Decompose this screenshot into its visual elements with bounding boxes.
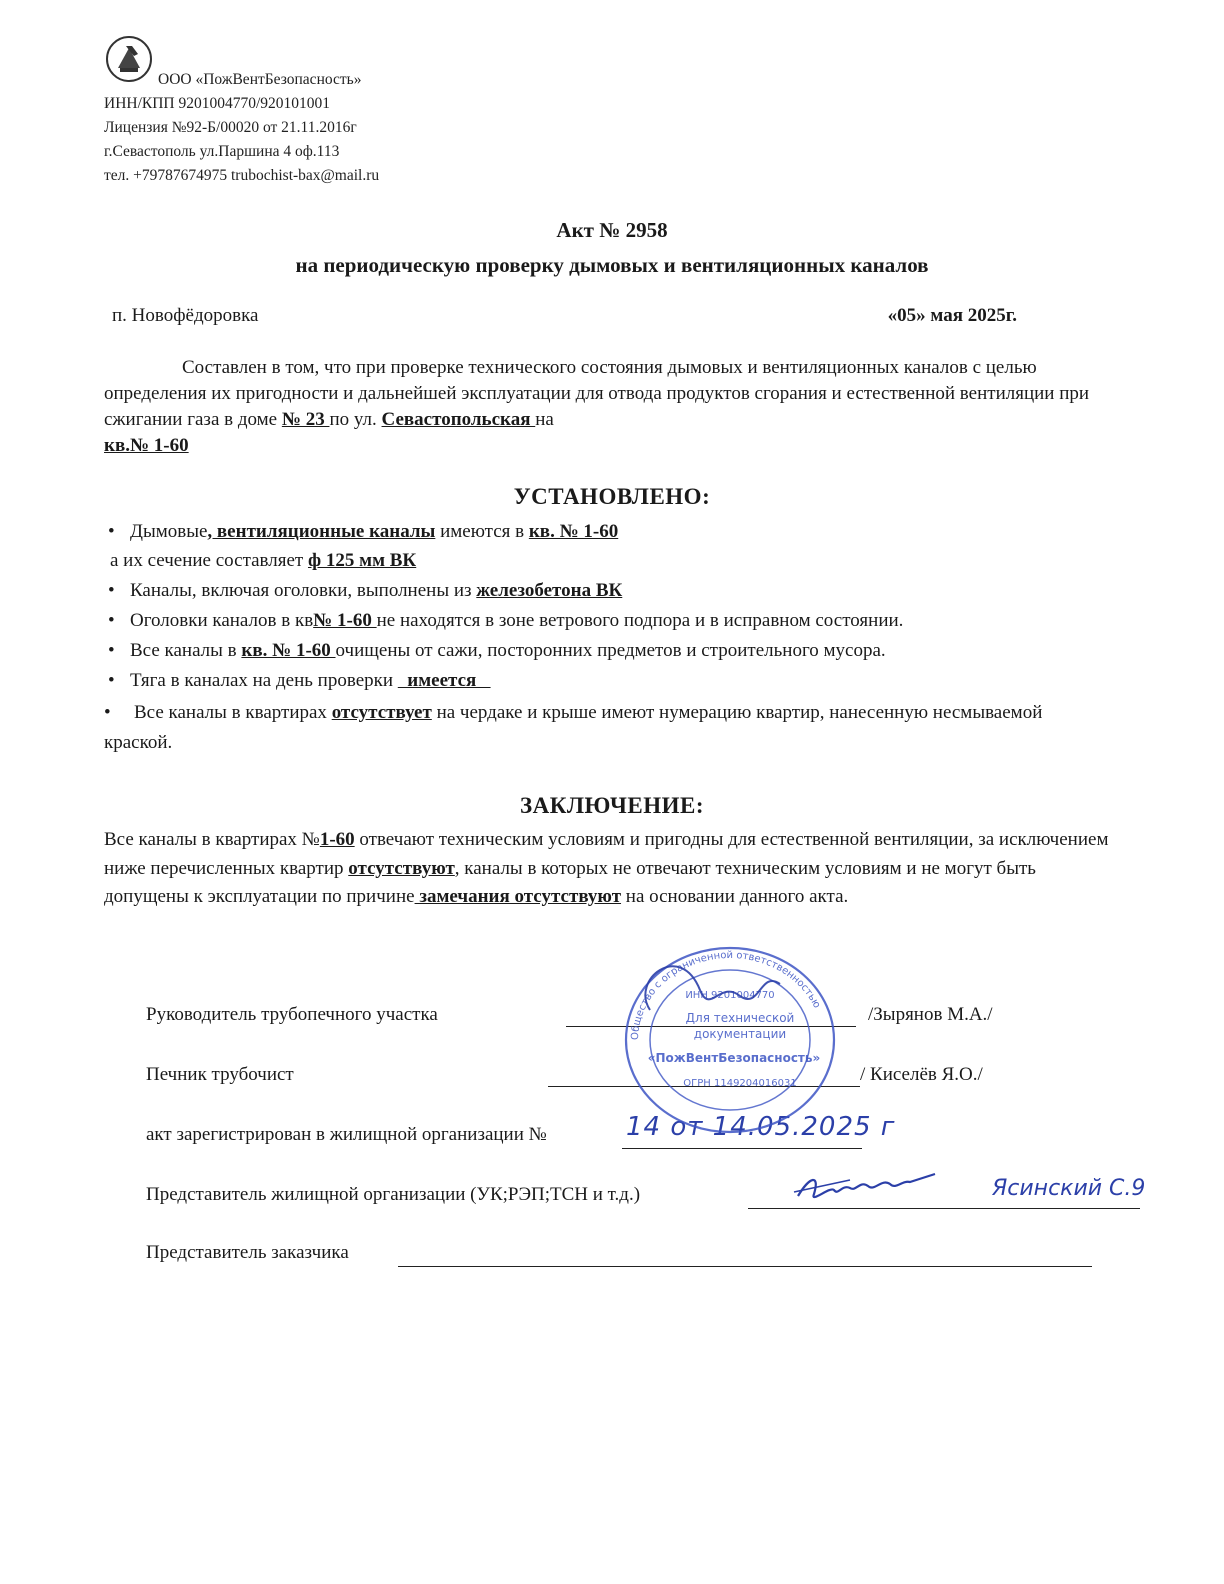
conclusion-heading: ЗАКЛЮЧЕНИЕ:	[519, 793, 705, 818]
intro-text-1: Составлен в том, что при проверке технического состояния дымовых и вентиляционных каналов с целью определения их пригодности и дальнейшей эксплуатации для отвода продуктов сгорания и естественной вентиляции при сжигании газа в доме	[104, 357, 1090, 430]
head-name: /Зырянов М.А./	[868, 1004, 993, 1025]
sweep-name: / Киселёв Я.О./	[860, 1064, 983, 1085]
act-number: Акт № 2958	[556, 218, 668, 242]
bullet-1-cont: а их сечение составляет ф 125 мм ВК	[110, 550, 417, 571]
svg-text:документации: документации	[693, 1027, 787, 1041]
company-inn: ИНН/КПП 9201004770/920101001	[104, 95, 331, 112]
company-license: Лицензия №92-Б/00020 от 21.11.2016г	[104, 119, 357, 136]
bullet-5: • Тяга в каналах на день проверки имеется	[108, 670, 491, 691]
svg-text:Для технической: Для технической	[685, 1011, 795, 1025]
housing-name: Ясинский С.9	[992, 1176, 1146, 1201]
registration-handwritten: 14 от 14.05.2025 г	[626, 1112, 896, 1142]
svg-text:ОГРН 1149204016031: ОГРН 1149204016031	[683, 1078, 797, 1089]
registration-line	[622, 1148, 862, 1149]
date: «05» мая 2025г.	[887, 305, 1017, 326]
housing-signature-icon	[790, 1166, 940, 1212]
head-label: Руководитель трубопечного участка	[146, 1004, 438, 1025]
intro-text-2: по ул.	[329, 409, 382, 430]
company-stamp-icon	[610, 940, 850, 1140]
company-header	[104, 30, 379, 188]
house-number: № 23	[281, 409, 330, 430]
company-name: ООО «ПожВентБезопасность»	[158, 71, 362, 88]
bullet-6: • Все каналы в квартирах отсутствует на чердаке и крыше имеют нумерацию квартир, нанесенную несмываемой краской.	[104, 702, 1043, 753]
conclusion-paragraph: Все каналы в квартирах №1-60 отвечают техническим условиям и пригодны для естественной вентиляции, за исключением ниже перечисленных квартир отсутствуют, каналы в которых не отвечают техническим условиям и не могут быть допущены к эксплуатации по причине замечания отсутствуют на основании данного акта.	[104, 829, 1109, 907]
customer-label: Представитель заказчика	[146, 1242, 349, 1263]
bullet-4: • Все каналы в кв. № 1-60 очищены от сажи, посторонних предметов и строительного мусора.	[108, 640, 886, 661]
intro-text-3: на	[535, 409, 554, 430]
bullet-1: • Дымовые, вентиляционные каналы имеются в кв. № 1-60	[108, 521, 619, 542]
bullet-2: • Каналы, включая оголовки, выполнены из железобетона ВК	[108, 580, 623, 601]
customer-signature-line	[398, 1266, 1092, 1267]
act-subtitle: на периодическую проверку дымовых и вентиляционных каналов	[295, 253, 929, 277]
registration-label: акт зарегистрирован в жилищной организации №	[146, 1124, 547, 1145]
apartments: кв.№ 1-60	[104, 435, 189, 456]
intro-paragraph	[104, 355, 1114, 459]
established-heading: УСТАНОВЛЕНО:	[513, 484, 711, 509]
housing-label: Представитель жилищной организации (УК;РЭП;ТСН и т.д.)	[146, 1184, 641, 1205]
place: п. Новофёдоровка	[112, 305, 259, 326]
company-logo-icon	[104, 34, 154, 84]
street-name: Севастопольская	[381, 409, 536, 430]
bullet-3: • Оголовки каналов в кв№ 1-60 не находятся в зоне ветрового подпора и в исправном состоянии.	[108, 610, 904, 631]
svg-text:ИНН 9201004770: ИНН 9201004770	[685, 990, 775, 1001]
sweep-label: Печник трубочист	[146, 1064, 294, 1085]
svg-text:«ПожВентБезопасность»: «ПожВентБезопасность»	[647, 1051, 821, 1065]
company-address: г.Севастополь ул.Паршина 4 оф.113	[104, 143, 340, 160]
company-contacts: тел. +79787674975 trubochist-bax@mail.ru	[104, 167, 380, 184]
svg-text:Общество с ограниченной ответс: Общество с ограниченной ответственностью	[629, 949, 823, 1041]
